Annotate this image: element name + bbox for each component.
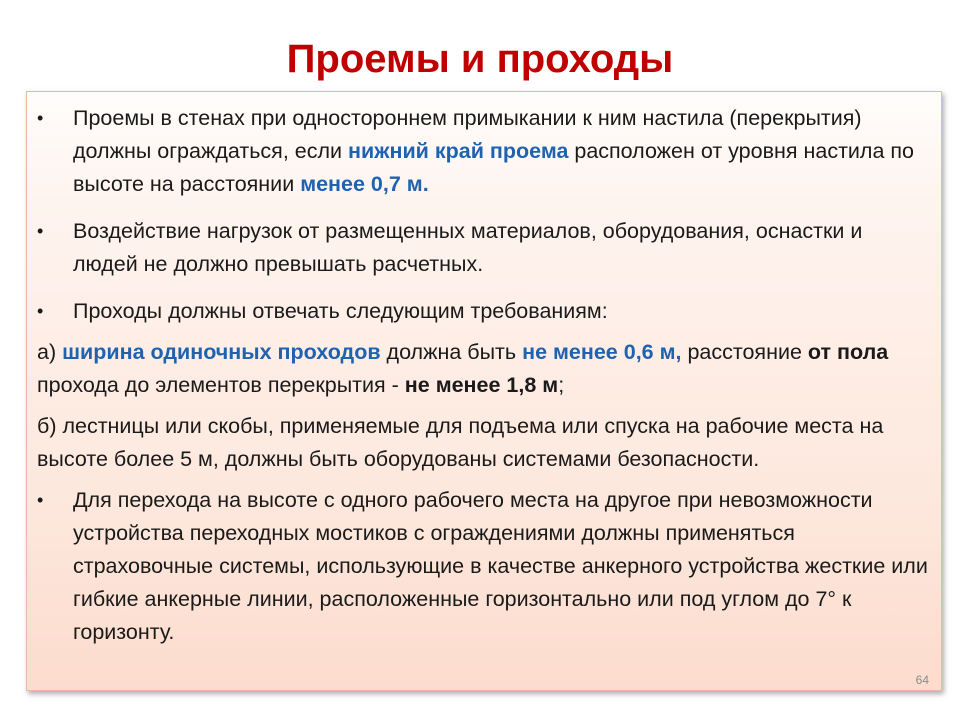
highlight-text: не менее 0,6 м, [522, 340, 682, 364]
text: Воздействие нагрузок от размещенных материалов, оборудования, оснастки и людей не должно превышать расчетных. [73, 219, 863, 276]
bullet-dot: • [37, 490, 44, 510]
bullet-passages [37, 295, 933, 328]
highlight-text: нижний край проема [348, 139, 569, 163]
text: прохода до элементов перекрытия - [37, 373, 405, 397]
text: расстояние [681, 340, 808, 364]
page-number: 64 [915, 673, 929, 687]
text: б) лестницы или скобы, применяемые для подъема или спуска на рабочие места на высоте более 5 м, должны быть оборудованы системами безопасности. [37, 414, 884, 471]
bullet-dot: • [37, 221, 44, 241]
bullet-loads [37, 215, 933, 281]
text: Проемы в стенах при одностороннем примыкании к ним настила (перекрытия) должны ограждаться, если [73, 106, 862, 163]
content-box [26, 91, 942, 691]
bold-text: не менее 1,8 м [404, 373, 559, 397]
bullet-dot: • [37, 108, 44, 128]
content-text [37, 102, 933, 682]
highlight-text: менее 0,7 м. [300, 172, 429, 196]
paragraph-a [37, 336, 933, 402]
highlight-text: ширина одиночных проходов [62, 340, 381, 364]
text: ; [558, 373, 565, 397]
text: Проходы должны отвечать следующим требованиям: [73, 299, 608, 323]
paragraph-b [37, 410, 933, 476]
bullet-dot: • [37, 301, 44, 321]
text: а) [37, 340, 63, 364]
bullet-transition [37, 484, 933, 649]
bold-text: от пола [807, 340, 889, 364]
text: Для перехода на высоте с одного рабочего места на другое при невозможности устройства переходных мостиков с ограждениями должны применяться страховочные системы, использующие в качестве анкерного устройства жесткие или гибкие анкерные линии, расположенные горизонтально или под углом до 7° к горизонту. [73, 488, 928, 644]
bullet-openings [37, 102, 933, 201]
text: должна быть [380, 340, 523, 364]
text: расположен от уровня настила по высоте на расстоянии [73, 139, 915, 196]
slide-title: Проемы и проходы [286, 37, 674, 81]
